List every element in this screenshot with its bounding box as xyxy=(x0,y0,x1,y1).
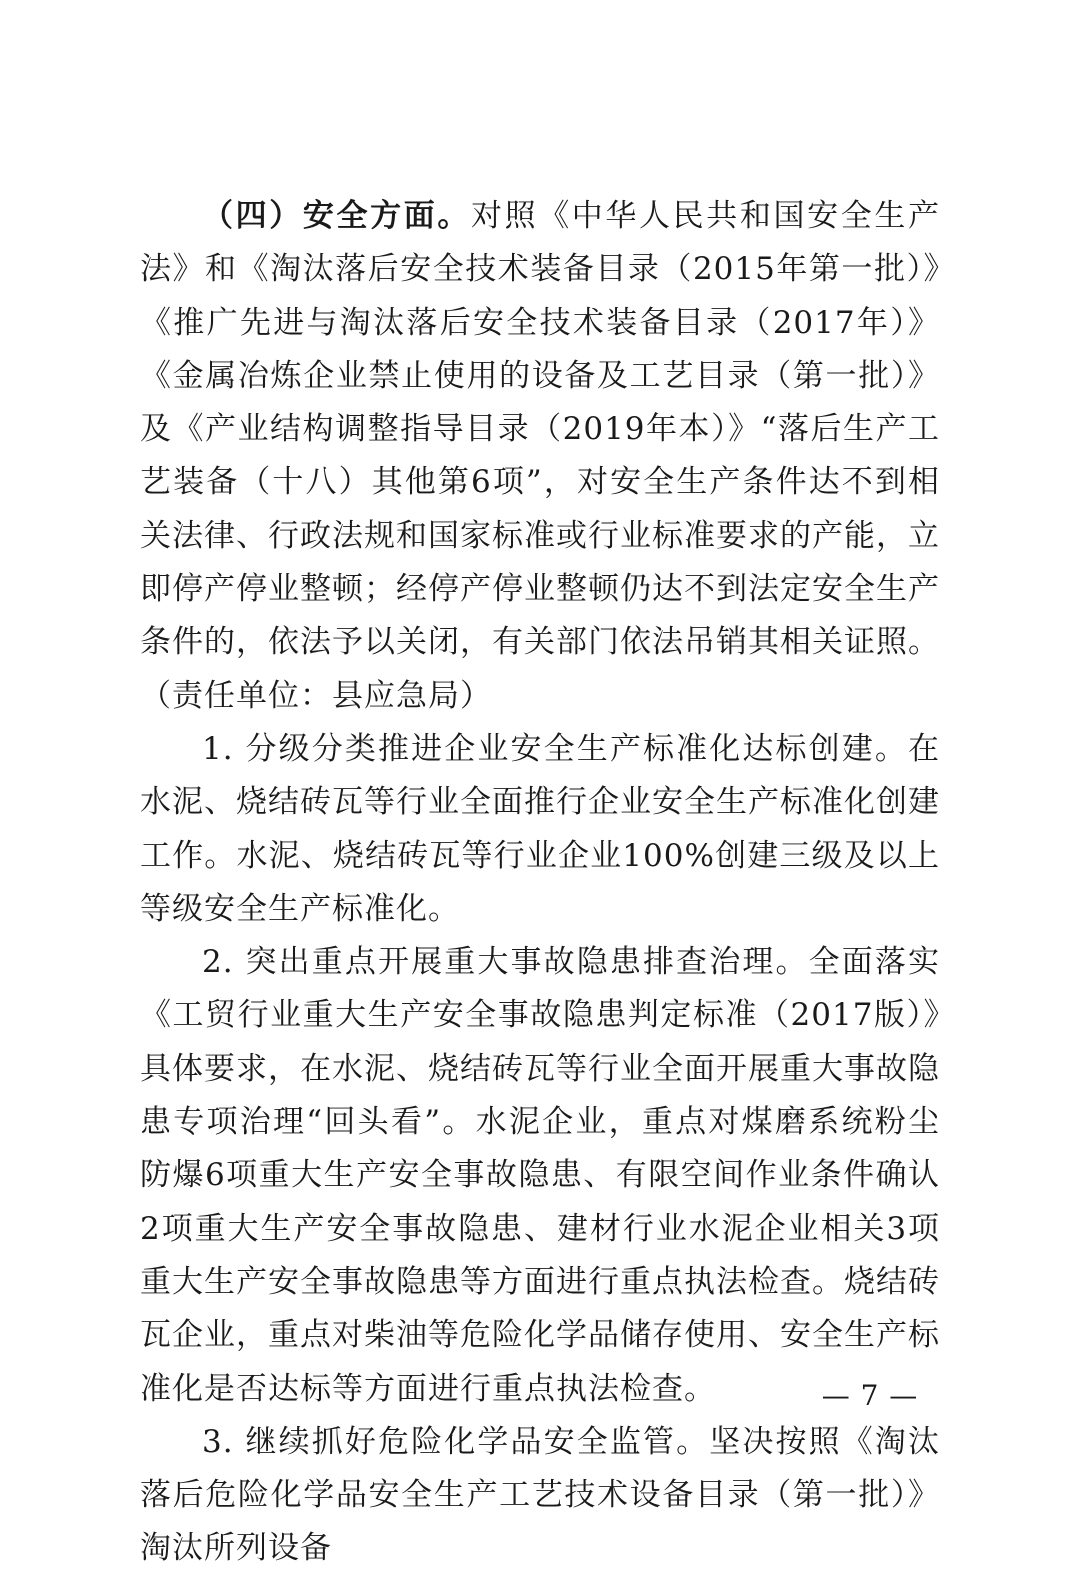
document-body xyxy=(140,190,940,1576)
list-item: 1. 分级分类推进企业安全生产标准化达标创建。在水泥、烧结砖瓦等行业全面推行企业安全生产标准化创建工作。水泥、烧结砖瓦等行业企业100%创建三级及以上等级安全生产标准化。 xyxy=(140,730,940,927)
section-body: 对照《中华人民共和国安全生产法》和《淘汰落后安全技术装备目录（2015年第一批）》《推广先进与淘汰落后安全技术装备目录（2017年）》《金属冶炼企业禁止使用的设备及工艺目录（第一批）》及《产业结构调整指导目录（2019年本）》“落后生产工艺装备（十八）其他第6项”，对安全生产条件达不到相关法律、行政法规和国家标准或行业标准要求的产能，立即停产停业整顿；经停产停业整顿仍达不到法定安全生产条件的，依法予以关闭，有关部门依法吊销其相关证照。（责任单位：县应急局） xyxy=(140,198,940,714)
page-number: — 7 — xyxy=(821,1379,919,1412)
list-item: 3. 继续抓好危险化学品安全监管。坚决按照《淘汰落后危险化学品安全生产工艺技术设备目录（第一批）》淘汰所列设备 xyxy=(140,1423,940,1567)
section-heading: （四）安全方面。 xyxy=(202,198,471,234)
list-item: 2. 突出重点开展重大事故隐患排查治理。全面落实《工贸行业重大生产安全事故隐患判定标准（2017版）》具体要求，在水泥、烧结砖瓦等行业全面开展重大事故隐患专项治理“回头看”。水泥企业，重点对煤磨系统粉尘防爆6项重大生产安全事故隐患、有限空间作业条件确认2项重大生产安全事故隐患、建材行业水泥企业相关3项重大生产安全事故隐患等方面进行重点执法检查。烧结砖瓦企业，重点对柴油等危险化学品储存使用、安全生产标准化是否达标等方面进行重点执法检查。 xyxy=(140,944,940,1407)
section-safety-paragraph xyxy=(140,190,940,723)
